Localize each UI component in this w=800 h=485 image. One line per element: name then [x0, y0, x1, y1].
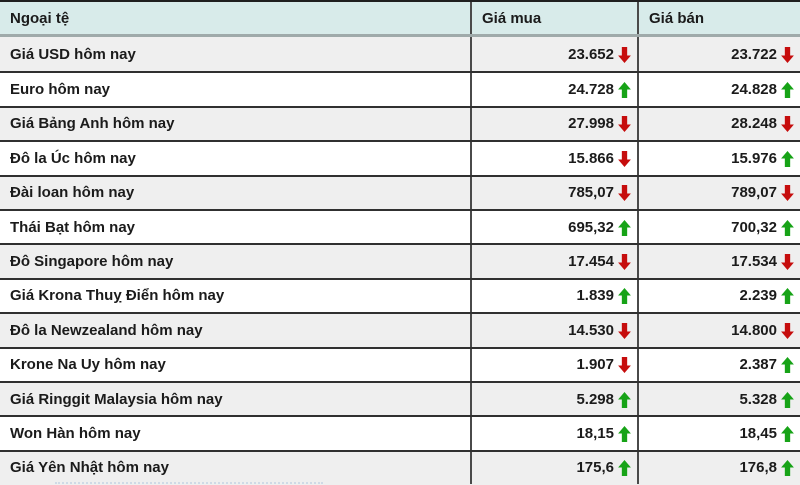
buy-value: 1.839 — [576, 287, 614, 305]
sell-value-cell — [637, 108, 800, 140]
sell-value: 28.248 — [731, 115, 777, 133]
table-row — [0, 347, 800, 381]
sell-value-cell — [637, 383, 800, 415]
down-arrow-icon — [781, 323, 794, 339]
sell-value-cell — [637, 314, 800, 346]
sell-value-cell — [637, 452, 800, 484]
down-arrow-icon — [618, 254, 631, 270]
sell-value: 5.328 — [739, 390, 777, 408]
buy-value-cell — [470, 383, 637, 415]
down-arrow-icon — [781, 254, 794, 270]
currency-name: Đô la Newzealand hôm nay — [10, 321, 203, 339]
buy-value-cell — [470, 314, 637, 346]
currency-name: Đài loan hôm nay — [10, 184, 135, 202]
down-arrow-icon — [618, 151, 631, 167]
buy-value-cell — [470, 37, 637, 71]
sell-value-cell — [637, 142, 800, 174]
currency-name: Krone Na Uy hôm nay — [10, 356, 166, 374]
buy-value-cell — [470, 280, 637, 312]
down-arrow-icon — [618, 116, 631, 132]
up-arrow-icon — [781, 357, 794, 373]
buy-value: 15.866 — [568, 149, 614, 167]
down-arrow-icon — [618, 185, 631, 201]
column-header-currency: Ngoại tệ — [10, 9, 70, 27]
table-row — [0, 71, 800, 105]
sell-value-cell — [637, 73, 800, 105]
sell-value-cell — [637, 37, 800, 71]
sell-value: 23.722 — [731, 45, 777, 63]
table-row — [0, 37, 800, 71]
buy-value-cell — [470, 452, 637, 484]
buy-value-cell — [470, 245, 637, 277]
down-arrow-icon — [618, 323, 631, 339]
buy-value: 24.728 — [568, 81, 614, 99]
buy-value-cell — [470, 108, 637, 140]
buy-value: 175,6 — [576, 459, 614, 477]
buy-value: 1.907 — [576, 356, 614, 374]
up-arrow-icon — [618, 82, 631, 98]
column-header-buy: Giá mua — [470, 2, 637, 34]
down-arrow-icon — [781, 185, 794, 201]
buy-value-cell — [470, 349, 637, 381]
currency-name: Đô la Úc hôm nay — [10, 149, 136, 167]
sell-value: 2.387 — [739, 356, 777, 374]
table-row — [0, 140, 800, 174]
up-arrow-icon — [618, 460, 631, 476]
currency-name: Giá USD hôm nay — [10, 45, 136, 63]
sell-value-cell — [637, 211, 800, 243]
buy-value: 23.652 — [568, 45, 614, 63]
table-row — [0, 175, 800, 209]
currency-name: Giá Yên Nhật hôm nay — [10, 459, 169, 477]
currency-name: Giá Bảng Anh hôm nay — [10, 115, 175, 133]
down-arrow-icon — [618, 357, 631, 373]
up-arrow-icon — [781, 82, 794, 98]
up-arrow-icon — [618, 288, 631, 304]
currency-name: Giá Ringgit Malaysia hôm nay — [10, 390, 223, 408]
sell-value-cell — [637, 349, 800, 381]
sell-value: 2.239 — [739, 287, 777, 305]
sell-value-cell — [637, 177, 800, 209]
sell-value: 17.534 — [731, 253, 777, 271]
buy-value-cell — [470, 73, 637, 105]
up-arrow-icon — [618, 220, 631, 236]
currency-name: Giá Krona Thuỵ Điển hôm nay — [10, 287, 225, 305]
buy-value: 14.530 — [568, 321, 614, 339]
sell-value: 18,45 — [739, 424, 777, 442]
buy-value: 5.298 — [576, 390, 614, 408]
table-row — [0, 415, 800, 449]
up-arrow-icon — [781, 426, 794, 442]
sell-value-cell — [637, 245, 800, 277]
buy-value-cell — [470, 417, 637, 449]
table-header-row — [0, 2, 800, 37]
up-arrow-icon — [781, 288, 794, 304]
table-row — [0, 106, 800, 140]
table-row — [0, 312, 800, 346]
up-arrow-icon — [781, 392, 794, 408]
sell-value: 789,07 — [731, 184, 777, 202]
sell-value: 24.828 — [731, 81, 777, 99]
down-arrow-icon — [781, 47, 794, 63]
currency-name: Euro hôm nay — [10, 81, 111, 99]
column-header-sell: Giá bán — [637, 2, 800, 34]
sell-value-cell — [637, 280, 800, 312]
buy-value: 18,15 — [576, 424, 614, 442]
table-row — [0, 209, 800, 243]
partial-next-row-artifact — [55, 482, 323, 484]
down-arrow-icon — [618, 47, 631, 63]
table-row — [0, 450, 800, 484]
buy-value-cell — [470, 142, 637, 174]
currency-name: Won Hàn hôm nay — [10, 424, 141, 442]
sell-value: 700,32 — [731, 218, 777, 236]
buy-value-cell — [470, 211, 637, 243]
up-arrow-icon — [781, 460, 794, 476]
table-row — [0, 278, 800, 312]
sell-value: 14.800 — [731, 321, 777, 339]
sell-value: 15.976 — [731, 149, 777, 167]
currency-name: Thái Bạt hôm nay — [10, 218, 136, 236]
up-arrow-icon — [618, 426, 631, 442]
buy-value-cell — [470, 177, 637, 209]
buy-value: 785,07 — [568, 184, 614, 202]
table-row — [0, 381, 800, 415]
sell-value-cell — [637, 417, 800, 449]
sell-value: 176,8 — [739, 459, 777, 477]
table-row — [0, 243, 800, 277]
up-arrow-icon — [781, 151, 794, 167]
buy-value: 27.998 — [568, 115, 614, 133]
down-arrow-icon — [781, 116, 794, 132]
buy-value: 17.454 — [568, 253, 614, 271]
buy-value: 695,32 — [568, 218, 614, 236]
currency-name: Đô Singapore hôm nay — [10, 253, 174, 271]
up-arrow-icon — [618, 392, 631, 408]
up-arrow-icon — [781, 220, 794, 236]
